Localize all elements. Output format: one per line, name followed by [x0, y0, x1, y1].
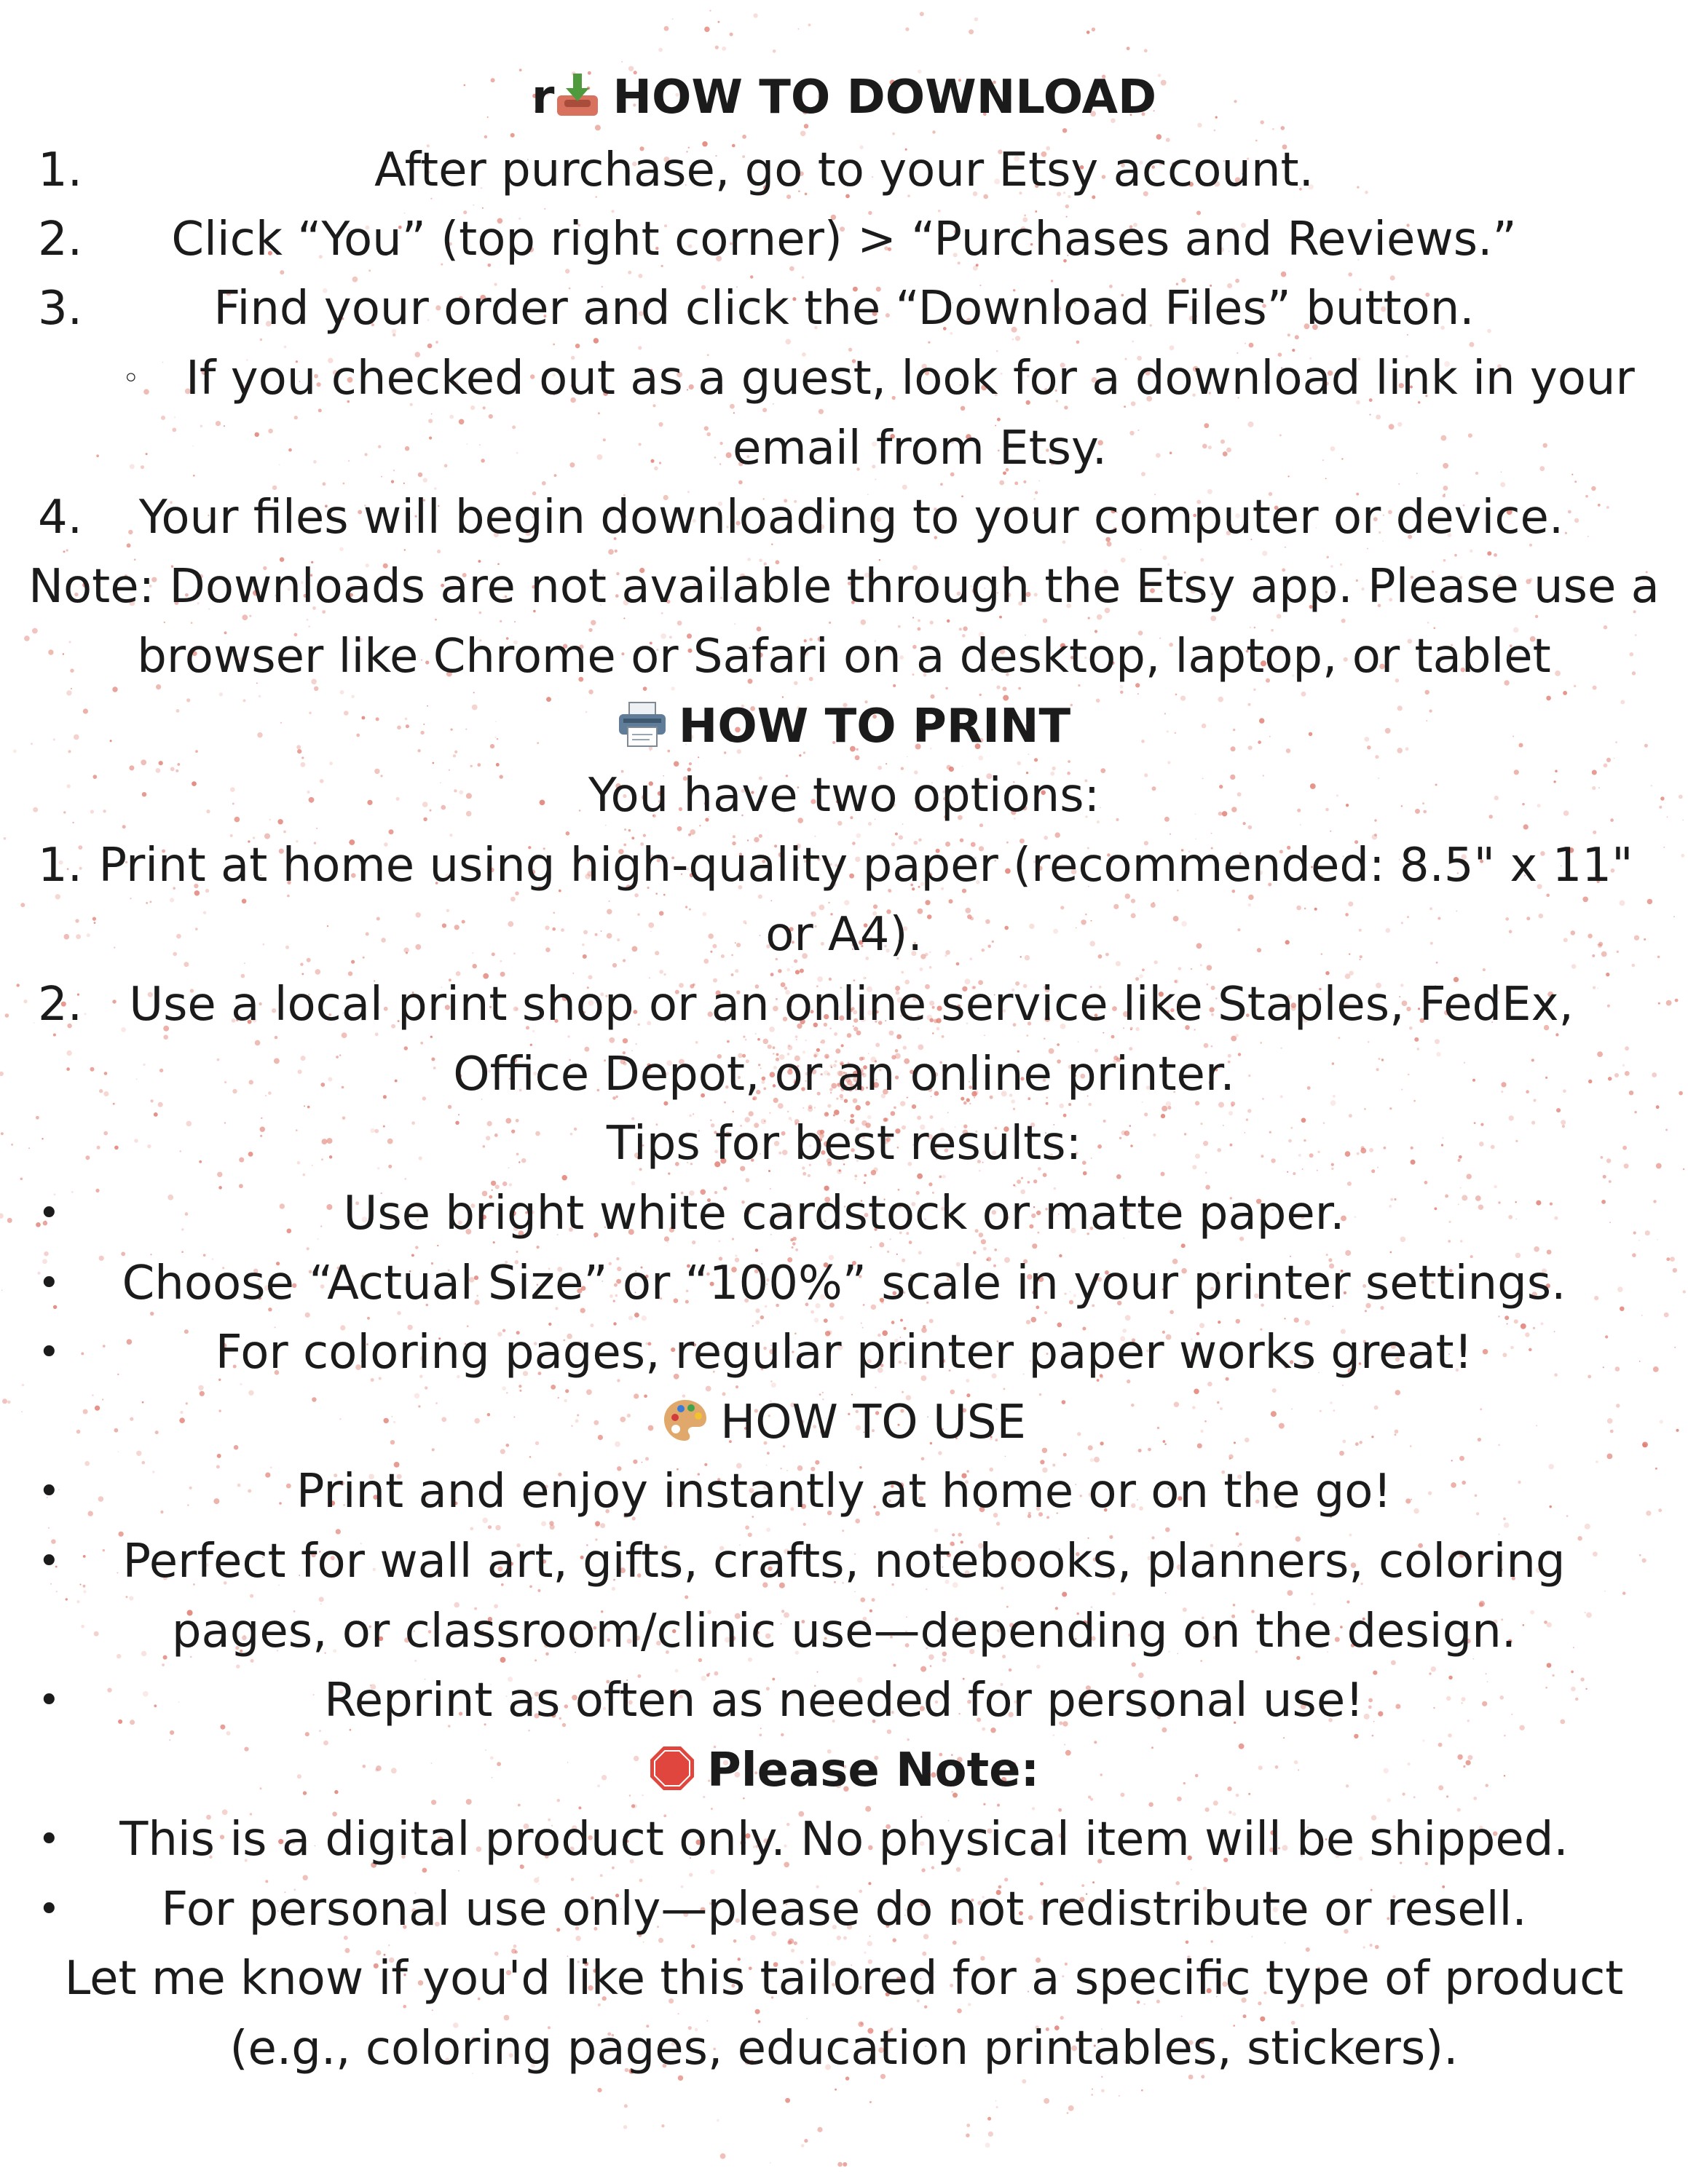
speckle-dot [1141, 472, 1145, 476]
speckle-dot [192, 446, 194, 447]
speckle-dot [428, 419, 433, 423]
speckle-dot [974, 17, 978, 21]
speckle-dot [423, 478, 427, 482]
speckle-dot [1204, 423, 1209, 428]
speckle-dot [719, 442, 722, 445]
speckle-dot [1208, 446, 1212, 449]
speckle-dot [512, 425, 516, 429]
speckle-dot [449, 415, 454, 419]
speckle-dot [279, 464, 280, 466]
speckle-dot [720, 2153, 726, 2159]
speckle-dot [1156, 453, 1161, 458]
speckle-dot [1220, 440, 1225, 444]
speckle-dot [479, 444, 481, 446]
speckle-dot [1416, 472, 1418, 474]
speckle-dot [489, 414, 493, 419]
speckle-dot [808, 23, 811, 26]
speckle-dot [1067, 2112, 1069, 2114]
speckle-dot [1101, 2089, 1105, 2093]
speckle-dot [459, 419, 465, 425]
speckle-dot [706, 432, 711, 437]
speckle-dot [770, 2162, 771, 2164]
speckle-dot [714, 456, 717, 459]
speckle-dot [722, 47, 726, 51]
speckle-dot [393, 470, 395, 471]
speckle-dot [985, 2143, 990, 2148]
speckle-dot [869, 2101, 872, 2103]
speckle-dot [597, 2088, 602, 2092]
speckle-dot [1092, 28, 1095, 31]
speckle-dot [639, 443, 642, 446]
speckle-dot [1443, 463, 1448, 469]
speckle-dot [467, 443, 468, 445]
speckle-dot [569, 462, 575, 467]
speckle-dot [624, 2104, 628, 2108]
speckle-dot [141, 465, 144, 469]
speckle-dot [1279, 434, 1282, 436]
speckle-dot [1341, 458, 1343, 459]
speckle-dot [659, 462, 661, 464]
speckle-dot [801, 2144, 805, 2148]
speckle-dot [1475, 472, 1478, 475]
speckle-dot [704, 426, 709, 430]
speckle-dot [444, 464, 448, 467]
speckle-dot [313, 460, 317, 464]
speckle-dot [804, 2139, 808, 2143]
speckle-dot [709, 10, 711, 12]
speckle-dot [1330, 446, 1336, 451]
speckle-dot [905, 28, 909, 31]
speckle-dot [1141, 2089, 1143, 2092]
speckle-dot [661, 2124, 664, 2127]
speckle-dot [162, 362, 164, 363]
speckle-dot [418, 472, 422, 477]
speckle-dot [146, 453, 148, 455]
speckle-dot [200, 425, 203, 428]
speckle-dot [268, 429, 273, 434]
speckle-dot [130, 464, 135, 469]
speckle-dot [1325, 478, 1327, 480]
speckle-dot [172, 428, 176, 432]
speckle-dot [715, 46, 719, 50]
speckle-dot [664, 26, 669, 31]
speckle-dot [1092, 2089, 1093, 2090]
speckle-dot [348, 460, 350, 462]
speckle-dot [1068, 2105, 1074, 2111]
speckle-dot [143, 389, 149, 395]
speckle-dot [597, 454, 603, 460]
speckle-dot [995, 2100, 997, 2102]
speckle-dot [658, 422, 663, 427]
speckle-dot [1248, 422, 1254, 427]
speckle-dot [224, 425, 225, 427]
speckle-dot [1202, 444, 1207, 449]
speckle-dot [718, 21, 720, 23]
speckle-dot [1127, 47, 1130, 50]
speckle-dot [996, 2106, 998, 2108]
speckle-dot [920, 12, 924, 16]
speckle-dot [365, 453, 368, 456]
speckle-dot [1129, 431, 1134, 435]
speckle-dot [892, 132, 895, 135]
speckle-dot [174, 416, 175, 418]
speckle-dot [837, 2162, 843, 2167]
speckle-dot [481, 459, 484, 462]
speckle-dot [516, 452, 518, 454]
speckle-dot [1397, 422, 1402, 427]
speckle-dot [754, 13, 758, 17]
speckle-dot [1044, 2098, 1049, 2104]
speckle-dot [658, 48, 663, 52]
speckle-dot [1223, 451, 1228, 456]
speckle-dot [623, 2125, 627, 2129]
speckle-dot [704, 27, 709, 32]
speckle-dot [1441, 435, 1447, 441]
speckle-dot [817, 2127, 822, 2132]
speckle-dot [1389, 424, 1395, 430]
speckle-dot [773, 50, 776, 53]
speckle-dot [96, 454, 99, 457]
speckle-dot [798, 28, 800, 30]
speckle-dot [378, 445, 381, 448]
speckle-dot [1144, 49, 1148, 52]
speckle-dot [730, 33, 733, 36]
speckle-dot [1226, 448, 1231, 453]
speckle-dot [554, 474, 557, 477]
speckle-dot [717, 2119, 719, 2122]
speckle-dot [381, 476, 382, 478]
speckle-dot [405, 446, 409, 451]
speckle-dot [216, 421, 221, 426]
speckle-dot [1091, 2094, 1093, 2096]
speckle-dot [288, 448, 292, 452]
speckle-dot [969, 29, 974, 34]
speckle-dot [1322, 459, 1324, 461]
